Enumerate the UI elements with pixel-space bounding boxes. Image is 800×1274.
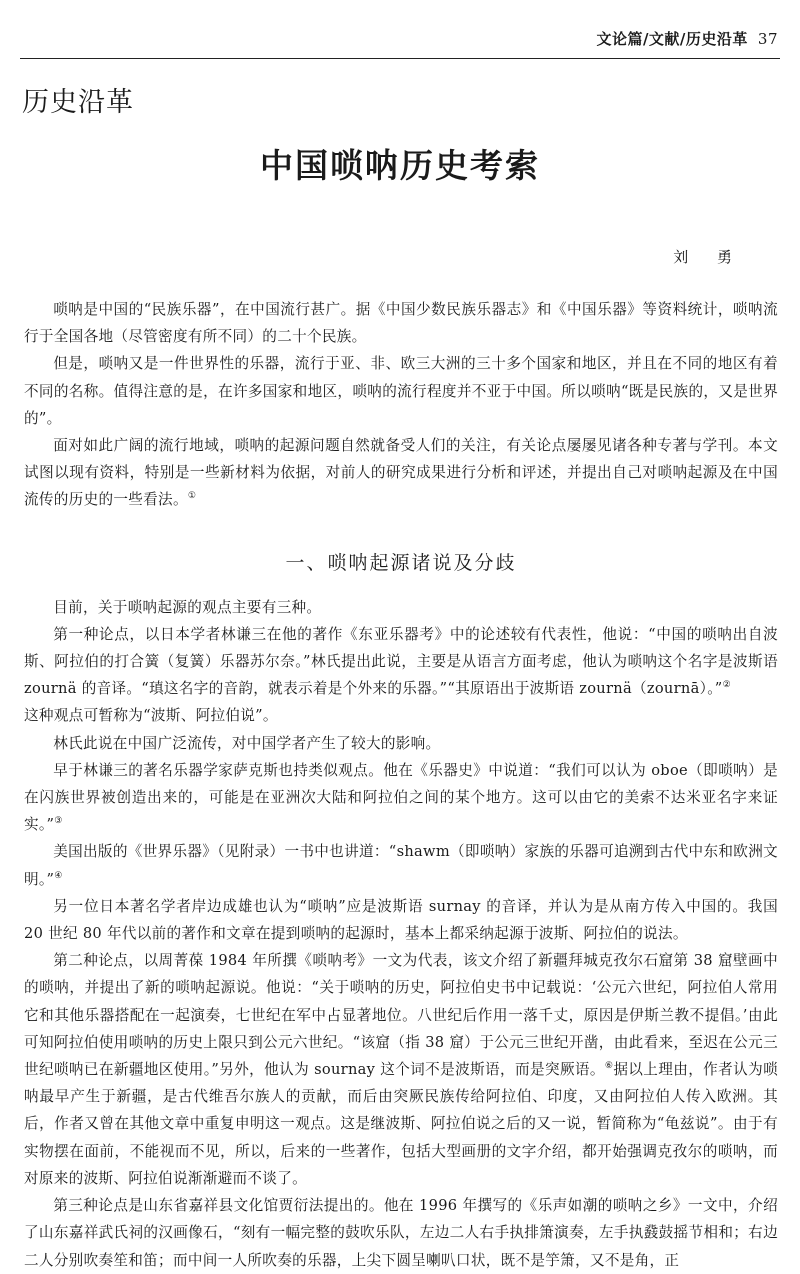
paragraph-text: 美国出版的《世界乐器》（见附录）一书中也讲道：“shawm（即唢呐）家族的乐器可追溯到古代中东和欧洲文明。” [24,843,778,888]
paragraph: 但是，唢呐又是一件世界性的乐器，流行于亚、非、欧三大洲的三十多个国家和地区，并且在不同的地区有着不同的名称。值得注意的是，在许多国家和地区，唢呐的流行程度并不亚于中国。所以唢呐“既是民族的，又是世界的”。 [24,355,778,427]
running-title: 文论篇/文献/历史沿革 [596,30,748,48]
footnote-marker: ⑥ [604,1061,614,1072]
paragraph-text: 据以上理由，作者认为唢呐最早产生于新疆，是古代维吾尔族人的贡献，而后由突厥民族传给阿拉伯、印度，又由阿拉伯人传入欧洲。其后，作者又曾在其他文章中重复申明这一观点。这是继波斯、阿拉伯说之后的又一说，暂简称为“龟兹说”。由于有实物摆在面前，不能视而不见，所以，后来的一些著作，包括大型画册的文字介绍，都开始强调克孜尔的唢呐，而对原来的波斯、阿拉伯说渐渐避而不谈了。 [24,1061,778,1187]
paragraph-text: 这种观点可暂称为“波斯、阿拉伯说”。 [24,707,278,725]
paragraph [24,621,778,730]
paragraph: 唢呐是中国的“民族乐器”，在中国流行甚广。据《中国少数民族乐器志》和《中国乐器》等资料统计，唢呐流行于全国各地（尽管密度有所不同）的二十个民族。 [24,301,778,346]
paragraph [24,947,778,1192]
paragraph-text: 早于林谦三的著名乐器学家萨克斯也持类似观点。他在《乐器史》中说道：“我们可以认为 oboe（即唢呐）是在闪族世界被创造出来的，可能是在亚洲次大陆和阿拉伯之间的某个地方。这可以由它的美索不达米亚名字来证实。” [24,761,778,834]
article-title: 中国唢呐历史考索 [260,146,540,185]
paragraph-text: 第一种论点，以日本学者林谦三在他的著作《东亚乐器考》中的论述较有代表性，他说：“中国的唢呐出自波斯、阿拉伯的打合簧（复簧）乐器苏尔奈。”林氏提出此说，主要是从语言方面考虑，他认为唢呐这个名字是波斯语 zournä 的音译。“瑱这名字的音韵，就表示着是个外来的乐器。”“其原语出于波斯语 zournä（zournā）。” [24,625,778,698]
paragraph-text: 面对如此广阔的流行地域，唢呐的起源问题自然就备受人们的关注，有关论点屡屡见诸各种专著与学刊。本文试图以现有资料，特别是一些新材料为依据，对前人的研究成果进行分析和评述，并提出自己对唢呐起源及在中国流传的历史的一些看法。 [24,437,778,509]
paragraph: 第三种论点是山东省嘉祥县文化馆贾衍法提出的。他在 1996 年撰写的《乐声如潮的唢呐之乡》一文中，介绍了山东嘉祥武氏祠的汉画像石，“刻有一幅完整的鼓吹乐队，左边二人右手执排箫演奏，左手执鼗鼓摇节相和；右边二人分别吹奏笙和笛；而中间一人所吹奏的乐器，上尖下圆呈喇叭口状，既不是竽箫，又不是角，正 [24,1197,778,1269]
section-heading: 一、唢呐起源诸说及分歧 [285,551,517,574]
header-rule [20,58,780,59]
paragraph: 另一位日本著名学者岸边成雄也认为“唢呐”应是波斯语 surnay 的音译，并认为是从南方传入中国的。我国 20 世纪 80 年代以前的著作和文章在提到唢呐的起源时，基本上都采纳起源于波斯、阿拉伯的说法。 [24,897,778,943]
section-label: 历史沿革 [22,87,134,118]
paragraph [24,757,778,839]
page-number: 37 [757,30,778,48]
paragraph: 目前，关于唢呐起源的观点主要有三种。 [53,598,322,616]
running-head [596,28,778,49]
footnote-marker: ② [722,680,731,691]
footnote-marker: ④ [54,870,63,881]
footnote-marker: ③ [54,816,63,827]
footnote-marker: ① [187,491,197,502]
article-body [24,296,778,1274]
paragraph [24,838,778,892]
paragraph-text: 第二种论点，以周菁葆 1984 年所撰《唢呐考》一文为代表，该文介绍了新疆拜城克孜尔石窟第 38 窟壁画中的唢呐，并提出了新的唢呐起源说。他说：“关于唢呐的历史，阿拉伯史书中记载说：‘公元六世纪，阿拉伯人常用它和其他乐器搭配在一起演奏，七世纪在军中占显著地位。八世纪后作用一落千丈，原因是伊斯兰教不提倡。’由此可知阿拉伯使用唢呐的历史上限只到公元六世纪。“该窟（指 38 窟）于公元三世纪开凿，由此看来，至迟在公元三世纪唢呐已在新疆地区使用。”另外，他认为 sournay 这个词不是波斯语，而是突厥语。 [24,952,778,1079]
paragraph: 林氏此说在中国广泛流传，对中国学者产生了较大的影响。 [53,734,441,752]
author: 刘 勇 [673,248,744,266]
paragraph [24,432,778,514]
